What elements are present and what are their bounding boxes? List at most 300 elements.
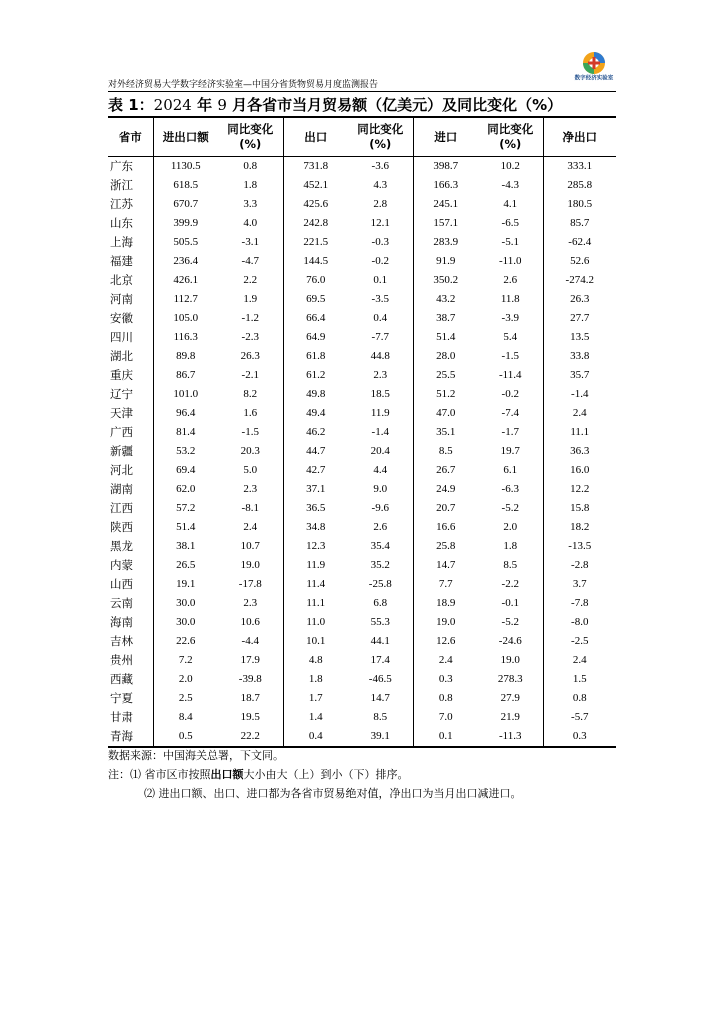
note-1 bbox=[108, 765, 628, 784]
header-export-yoy: 同比变化 (%) bbox=[348, 117, 413, 157]
cell-export-yoy: 2.6 bbox=[373, 521, 388, 533]
cell-net-export: 33.8 bbox=[543, 347, 616, 366]
cell-total-trade: 426.1 bbox=[153, 271, 218, 290]
cell-export: 731.8 bbox=[283, 157, 348, 177]
table-row bbox=[108, 195, 616, 214]
table-row bbox=[108, 480, 616, 499]
lab-logo-icon bbox=[582, 51, 606, 75]
cell-province: 安徽 bbox=[110, 311, 133, 325]
table-row bbox=[108, 651, 616, 670]
cell-total-trade: 2.0 bbox=[153, 670, 218, 689]
cell-total-yoy: -17.8 bbox=[238, 578, 262, 590]
table-row bbox=[108, 347, 616, 366]
cell-import-yoy: 19.7 bbox=[500, 445, 520, 457]
cell-import: 19.0 bbox=[413, 613, 478, 632]
cell-import-yoy: -11.3 bbox=[498, 730, 522, 742]
table-row bbox=[108, 518, 616, 537]
cell-net-export: 0.3 bbox=[543, 727, 616, 747]
cell-import-yoy: 4.1 bbox=[503, 198, 518, 210]
cell-export: 4.8 bbox=[283, 651, 348, 670]
cell-import-yoy: 2.0 bbox=[503, 521, 518, 533]
cell-import-yoy: -4.3 bbox=[501, 179, 519, 191]
cell-export-yoy: -0.2 bbox=[371, 255, 389, 267]
cell-province: 天津 bbox=[110, 406, 133, 420]
cell-total-trade: 96.4 bbox=[153, 404, 218, 423]
cell-net-export: 333.1 bbox=[543, 157, 616, 177]
title-year: 2024 bbox=[153, 96, 192, 114]
cell-export: 36.5 bbox=[283, 499, 348, 518]
cell-total-trade: 618.5 bbox=[153, 176, 218, 195]
cell-export: 44.7 bbox=[283, 442, 348, 461]
table-row bbox=[108, 442, 616, 461]
cell-total-trade: 38.1 bbox=[153, 537, 218, 556]
table-row bbox=[108, 157, 616, 177]
title-rest: 月各省市当月贸易额（亿美元）及同比变化（%） bbox=[226, 96, 563, 114]
cell-import: 12.6 bbox=[413, 632, 478, 651]
table-row bbox=[108, 328, 616, 347]
cell-total-yoy: 1.8 bbox=[243, 179, 258, 191]
cell-import: 43.2 bbox=[413, 290, 478, 309]
cell-net-export: -2.8 bbox=[543, 556, 616, 575]
cell-import: 28.0 bbox=[413, 347, 478, 366]
cell-total-yoy: -2.3 bbox=[241, 331, 259, 343]
cell-total-trade: 7.2 bbox=[153, 651, 218, 670]
table-row bbox=[108, 404, 616, 423]
cell-total-trade: 26.5 bbox=[153, 556, 218, 575]
header-export: 出口 bbox=[283, 117, 348, 157]
cell-province: 黑龙 bbox=[110, 539, 133, 553]
cell-export-yoy: 0.1 bbox=[373, 274, 388, 286]
cell-export: 46.2 bbox=[283, 423, 348, 442]
cell-export-yoy: 44.1 bbox=[370, 635, 390, 647]
cell-net-export: 2.4 bbox=[543, 651, 616, 670]
cell-province: 青海 bbox=[110, 729, 133, 743]
cell-import-yoy: -11.4 bbox=[498, 369, 522, 381]
cell-import-yoy: 278.3 bbox=[497, 673, 523, 685]
cell-export-yoy: 20.4 bbox=[370, 445, 390, 457]
cell-total-trade: 670.7 bbox=[153, 195, 218, 214]
cell-export: 1.7 bbox=[283, 689, 348, 708]
cell-import-yoy: -6.3 bbox=[501, 483, 519, 495]
cell-province: 四川 bbox=[110, 330, 133, 344]
cell-export-yoy: -9.6 bbox=[371, 502, 389, 514]
cell-import: 24.9 bbox=[413, 480, 478, 499]
cell-import: 25.5 bbox=[413, 366, 478, 385]
cell-import: 0.3 bbox=[413, 670, 478, 689]
cell-import-yoy: 1.8 bbox=[503, 540, 518, 552]
cell-province: 湖南 bbox=[110, 482, 133, 496]
cell-total-trade: 30.0 bbox=[153, 594, 218, 613]
table-row bbox=[108, 556, 616, 575]
table-row bbox=[108, 727, 616, 747]
cell-export-yoy: 55.3 bbox=[370, 616, 390, 628]
header-net-export: 净出口 bbox=[543, 117, 616, 157]
cell-total-trade: 2.5 bbox=[153, 689, 218, 708]
cell-import: 8.5 bbox=[413, 442, 478, 461]
cell-province: 重庆 bbox=[110, 368, 133, 382]
cell-total-trade: 69.4 bbox=[153, 461, 218, 480]
cell-province: 西藏 bbox=[110, 672, 133, 686]
cell-import: 91.9 bbox=[413, 252, 478, 271]
cell-total-yoy: 10.6 bbox=[240, 616, 260, 628]
cell-province: 陕西 bbox=[110, 520, 133, 534]
cell-total-trade: 86.7 bbox=[153, 366, 218, 385]
cell-export-yoy: -3.6 bbox=[371, 160, 389, 172]
cell-net-export: 1.5 bbox=[543, 670, 616, 689]
cell-total-yoy: 2.3 bbox=[243, 483, 258, 495]
cell-export: 11.0 bbox=[283, 613, 348, 632]
cell-net-export: 285.8 bbox=[543, 176, 616, 195]
table-row bbox=[108, 575, 616, 594]
cell-total-trade: 81.4 bbox=[153, 423, 218, 442]
cell-import-yoy: -5.2 bbox=[501, 502, 519, 514]
cell-export-yoy: 44.8 bbox=[370, 350, 390, 362]
title-month: 9 bbox=[217, 96, 227, 114]
cell-total-yoy: -3.1 bbox=[241, 236, 259, 248]
note-2: ⑵ 进出口额、出口、进口都为各省市贸易绝对值，净出口为当月出口减进口。 bbox=[144, 787, 522, 800]
table-row bbox=[108, 537, 616, 556]
cell-net-export: -274.2 bbox=[543, 271, 616, 290]
cell-net-export: 0.8 bbox=[543, 689, 616, 708]
cell-import: 350.2 bbox=[413, 271, 478, 290]
cell-total-trade: 399.9 bbox=[153, 214, 218, 233]
table-row bbox=[108, 176, 616, 195]
cell-total-yoy: 2.4 bbox=[243, 521, 258, 533]
lab-logo-text: 数字经济实验室 bbox=[574, 75, 614, 82]
cell-import-yoy: -5.1 bbox=[501, 236, 519, 248]
cell-export-yoy: -3.5 bbox=[371, 293, 389, 305]
cell-net-export: 85.7 bbox=[543, 214, 616, 233]
cell-total-yoy: 5.0 bbox=[243, 464, 258, 476]
cell-export: 37.1 bbox=[283, 480, 348, 499]
cell-export-yoy: 17.4 bbox=[370, 654, 390, 666]
cell-import: 166.3 bbox=[413, 176, 478, 195]
cell-total-yoy: -4.4 bbox=[241, 635, 259, 647]
cell-total-trade: 19.1 bbox=[153, 575, 218, 594]
table-row bbox=[108, 309, 616, 328]
cell-province: 广西 bbox=[110, 425, 133, 439]
cell-total-trade: 505.5 bbox=[153, 233, 218, 252]
cell-total-trade: 101.0 bbox=[153, 385, 218, 404]
cell-export: 10.1 bbox=[283, 632, 348, 651]
table-row bbox=[108, 499, 616, 518]
table-row bbox=[108, 632, 616, 651]
cell-net-export: 26.3 bbox=[543, 290, 616, 309]
cell-export: 66.4 bbox=[283, 309, 348, 328]
cell-net-export: 3.7 bbox=[543, 575, 616, 594]
cell-export: 76.0 bbox=[283, 271, 348, 290]
cell-export-yoy: 35.2 bbox=[370, 559, 390, 571]
table-row bbox=[108, 385, 616, 404]
table-row bbox=[108, 461, 616, 480]
cell-import-yoy: 2.6 bbox=[503, 274, 518, 286]
cell-net-export: -1.4 bbox=[543, 385, 616, 404]
table-row bbox=[108, 252, 616, 271]
cell-import-yoy: 21.9 bbox=[500, 711, 520, 723]
cell-export-yoy: 14.7 bbox=[370, 692, 390, 704]
cell-export-yoy: 35.4 bbox=[370, 540, 390, 552]
cell-export: 242.8 bbox=[283, 214, 348, 233]
table-title bbox=[108, 94, 616, 116]
cell-import: 0.1 bbox=[413, 727, 478, 747]
header-divider bbox=[108, 91, 616, 92]
cell-total-trade: 8.4 bbox=[153, 708, 218, 727]
cell-total-yoy: 0.8 bbox=[243, 160, 258, 172]
cell-total-yoy: 4.0 bbox=[243, 217, 258, 229]
cell-import: 18.9 bbox=[413, 594, 478, 613]
trade-table bbox=[108, 116, 616, 748]
cell-export-yoy: 12.1 bbox=[370, 217, 390, 229]
cell-import: 398.7 bbox=[413, 157, 478, 177]
cell-total-trade: 112.7 bbox=[153, 290, 218, 309]
note-1-bold: 出口额 bbox=[210, 768, 244, 781]
cell-export-yoy: -0.3 bbox=[371, 236, 389, 248]
cell-export-yoy: 11.9 bbox=[370, 407, 390, 419]
cell-total-yoy: 3.3 bbox=[243, 198, 258, 210]
cell-net-export: 15.8 bbox=[543, 499, 616, 518]
cell-import-yoy: -11.0 bbox=[498, 255, 522, 267]
cell-total-yoy: -1.5 bbox=[241, 426, 259, 438]
cell-import: 25.8 bbox=[413, 537, 478, 556]
table-row bbox=[108, 366, 616, 385]
cell-total-trade: 0.5 bbox=[153, 727, 218, 747]
table-row bbox=[108, 290, 616, 309]
cell-total-trade: 53.2 bbox=[153, 442, 218, 461]
report-header: 对外经济贸易大学数字经济实验室—中国分省货物贸易月度监测报告 bbox=[108, 80, 379, 90]
header-province: 省市 bbox=[108, 117, 153, 157]
cell-export: 144.5 bbox=[283, 252, 348, 271]
cell-total-yoy: 10.7 bbox=[240, 540, 260, 552]
table-row bbox=[108, 423, 616, 442]
cell-province: 宁夏 bbox=[110, 691, 133, 705]
cell-province: 湖北 bbox=[110, 349, 133, 363]
cell-import: 157.1 bbox=[413, 214, 478, 233]
cell-net-export: 11.1 bbox=[543, 423, 616, 442]
table-row bbox=[108, 613, 616, 632]
cell-export: 61.2 bbox=[283, 366, 348, 385]
header-import-yoy: 同比变化 (%) bbox=[478, 117, 543, 157]
cell-total-trade: 62.0 bbox=[153, 480, 218, 499]
cell-total-yoy: 18.7 bbox=[240, 692, 260, 704]
table-row bbox=[108, 594, 616, 613]
cell-import-yoy: 10.2 bbox=[500, 160, 520, 172]
cell-import-yoy: 27.9 bbox=[500, 692, 520, 704]
note-1-prefix: 注：⑴ 省市区市按照 bbox=[108, 768, 211, 781]
cell-net-export: 13.5 bbox=[543, 328, 616, 347]
cell-total-trade: 236.4 bbox=[153, 252, 218, 271]
cell-import: 47.0 bbox=[413, 404, 478, 423]
cell-province: 贵州 bbox=[110, 653, 133, 667]
cell-import-yoy: -3.9 bbox=[501, 312, 519, 324]
cell-export-yoy: 18.5 bbox=[370, 388, 390, 400]
cell-export: 221.5 bbox=[283, 233, 348, 252]
cell-export: 61.8 bbox=[283, 347, 348, 366]
cell-export: 64.9 bbox=[283, 328, 348, 347]
cell-total-yoy: 19.5 bbox=[240, 711, 260, 723]
cell-import: 0.8 bbox=[413, 689, 478, 708]
cell-export-yoy: -7.7 bbox=[371, 331, 389, 343]
table-row bbox=[108, 670, 616, 689]
cell-import-yoy: 11.8 bbox=[500, 293, 520, 305]
cell-net-export: 52.6 bbox=[543, 252, 616, 271]
cell-import: 38.7 bbox=[413, 309, 478, 328]
cell-import: 51.4 bbox=[413, 328, 478, 347]
cell-province: 北京 bbox=[110, 273, 133, 287]
cell-province: 辽宁 bbox=[110, 387, 133, 401]
cell-total-trade: 51.4 bbox=[153, 518, 218, 537]
cell-net-export: 180.5 bbox=[543, 195, 616, 214]
cell-import-yoy: 8.5 bbox=[503, 559, 518, 571]
cell-net-export: -8.0 bbox=[543, 613, 616, 632]
cell-province: 山东 bbox=[110, 216, 133, 230]
cell-export: 49.8 bbox=[283, 385, 348, 404]
cell-province: 吉林 bbox=[110, 634, 133, 648]
cell-import-yoy: -5.2 bbox=[501, 616, 519, 628]
table-body bbox=[108, 157, 616, 748]
cell-export-yoy: 0.4 bbox=[373, 312, 388, 324]
cell-province: 海南 bbox=[110, 615, 133, 629]
cell-import: 51.2 bbox=[413, 385, 478, 404]
cell-import: 20.7 bbox=[413, 499, 478, 518]
title-year-suffix: 年 bbox=[191, 96, 218, 114]
header-total-trade: 进出口额 bbox=[153, 117, 218, 157]
cell-total-trade: 22.6 bbox=[153, 632, 218, 651]
cell-net-export: -7.8 bbox=[543, 594, 616, 613]
cell-export: 1.4 bbox=[283, 708, 348, 727]
cell-net-export: -2.5 bbox=[543, 632, 616, 651]
cell-export: 425.6 bbox=[283, 195, 348, 214]
cell-import: 14.7 bbox=[413, 556, 478, 575]
cell-import-yoy: -24.6 bbox=[498, 635, 522, 647]
header-import: 进口 bbox=[413, 117, 478, 157]
cell-import-yoy: -2.2 bbox=[501, 578, 519, 590]
cell-net-export: 12.2 bbox=[543, 480, 616, 499]
cell-export: 12.3 bbox=[283, 537, 348, 556]
cell-total-yoy: 19.0 bbox=[240, 559, 260, 571]
cell-export-yoy: 8.5 bbox=[373, 711, 388, 723]
table-row bbox=[108, 271, 616, 290]
cell-total-yoy: 26.3 bbox=[240, 350, 260, 362]
cell-import: 245.1 bbox=[413, 195, 478, 214]
cell-total-yoy: 2.3 bbox=[243, 597, 258, 609]
cell-import-yoy: -1.5 bbox=[501, 350, 519, 362]
cell-total-yoy: 22.2 bbox=[240, 730, 260, 742]
cell-export: 1.8 bbox=[283, 670, 348, 689]
cell-import: 35.1 bbox=[413, 423, 478, 442]
cell-export: 0.4 bbox=[283, 727, 348, 747]
cell-net-export: 2.4 bbox=[543, 404, 616, 423]
cell-total-yoy: 1.6 bbox=[243, 407, 258, 419]
title-prefix: 表 1： bbox=[108, 96, 154, 114]
cell-export-yoy: 2.3 bbox=[373, 369, 388, 381]
cell-total-yoy: 8.2 bbox=[243, 388, 258, 400]
cell-import: 2.4 bbox=[413, 651, 478, 670]
cell-export: 42.7 bbox=[283, 461, 348, 480]
table-row bbox=[108, 689, 616, 708]
cell-export: 11.4 bbox=[283, 575, 348, 594]
cell-import-yoy: -0.1 bbox=[501, 597, 519, 609]
table-row bbox=[108, 708, 616, 727]
cell-total-yoy: 17.9 bbox=[240, 654, 260, 666]
cell-import-yoy: -7.4 bbox=[501, 407, 519, 419]
cell-total-trade: 116.3 bbox=[153, 328, 218, 347]
cell-total-trade: 105.0 bbox=[153, 309, 218, 328]
cell-province: 江西 bbox=[110, 501, 133, 515]
cell-export-yoy: -1.4 bbox=[371, 426, 389, 438]
cell-province: 内蒙 bbox=[110, 558, 133, 572]
note-1-suffix: 大小由大（上）到小（下）排序。 bbox=[243, 768, 409, 781]
cell-province: 新疆 bbox=[110, 444, 133, 458]
cell-net-export: 35.7 bbox=[543, 366, 616, 385]
cell-net-export: -13.5 bbox=[543, 537, 616, 556]
cell-import: 26.7 bbox=[413, 461, 478, 480]
cell-province: 福建 bbox=[110, 254, 133, 268]
cell-export-yoy: 2.8 bbox=[373, 198, 388, 210]
cell-total-yoy: -39.8 bbox=[238, 673, 262, 685]
cell-export: 34.8 bbox=[283, 518, 348, 537]
cell-import: 7.0 bbox=[413, 708, 478, 727]
cell-province: 河南 bbox=[110, 292, 133, 306]
cell-net-export: 36.3 bbox=[543, 442, 616, 461]
cell-import-yoy: 5.4 bbox=[503, 331, 518, 343]
cell-net-export: -62.4 bbox=[543, 233, 616, 252]
cell-province: 江苏 bbox=[110, 197, 133, 211]
cell-province: 河北 bbox=[110, 463, 133, 477]
cell-export: 452.1 bbox=[283, 176, 348, 195]
table-header-row bbox=[108, 117, 616, 157]
cell-import-yoy: 6.1 bbox=[503, 464, 518, 476]
cell-import: 283.9 bbox=[413, 233, 478, 252]
cell-export-yoy: -46.5 bbox=[368, 673, 392, 685]
cell-export: 69.5 bbox=[283, 290, 348, 309]
cell-import: 16.6 bbox=[413, 518, 478, 537]
cell-total-yoy: 2.2 bbox=[243, 274, 258, 286]
cell-import-yoy: -6.5 bbox=[501, 217, 519, 229]
header-total-yoy: 同比变化 (%) bbox=[218, 117, 283, 157]
cell-total-trade: 89.8 bbox=[153, 347, 218, 366]
cell-export-yoy: 39.1 bbox=[370, 730, 390, 742]
cell-total-yoy: 1.9 bbox=[243, 293, 258, 305]
data-source-note: 数据来源：中国海关总署，下文同。 bbox=[108, 749, 284, 762]
cell-export-yoy: 4.3 bbox=[373, 179, 388, 191]
cell-import-yoy: -0.2 bbox=[501, 388, 519, 400]
cell-import: 7.7 bbox=[413, 575, 478, 594]
cell-province: 广东 bbox=[110, 159, 133, 173]
cell-province: 上海 bbox=[110, 235, 133, 249]
table-row bbox=[108, 214, 616, 233]
cell-province: 山西 bbox=[110, 577, 133, 591]
cell-total-yoy: -8.1 bbox=[241, 502, 259, 514]
table-row bbox=[108, 233, 616, 252]
cell-export: 11.9 bbox=[283, 556, 348, 575]
cell-net-export: 16.0 bbox=[543, 461, 616, 480]
cell-net-export: 27.7 bbox=[543, 309, 616, 328]
cell-export-yoy: 9.0 bbox=[373, 483, 388, 495]
cell-net-export: -5.7 bbox=[543, 708, 616, 727]
cell-export: 49.4 bbox=[283, 404, 348, 423]
cell-total-yoy: 20.3 bbox=[240, 445, 260, 457]
cell-export-yoy: 6.8 bbox=[373, 597, 388, 609]
cell-export-yoy: -25.8 bbox=[368, 578, 392, 590]
table-notes bbox=[108, 746, 628, 803]
cell-total-trade: 30.0 bbox=[153, 613, 218, 632]
cell-total-yoy: -4.7 bbox=[241, 255, 259, 267]
cell-province: 甘肃 bbox=[110, 710, 133, 724]
cell-import-yoy: 19.0 bbox=[500, 654, 520, 666]
cell-import-yoy: -1.7 bbox=[501, 426, 519, 438]
cell-total-trade: 57.2 bbox=[153, 499, 218, 518]
cell-total-yoy: -2.1 bbox=[241, 369, 259, 381]
